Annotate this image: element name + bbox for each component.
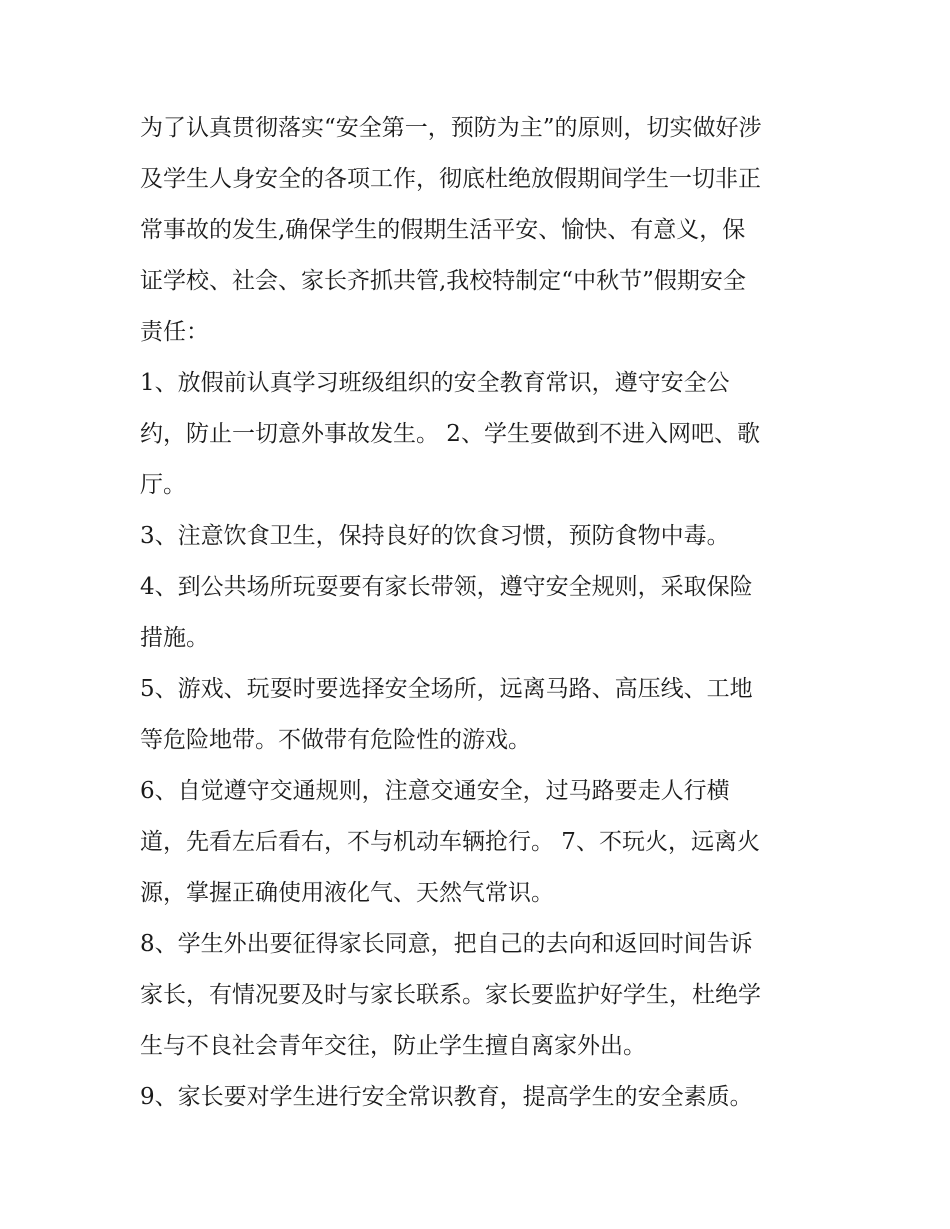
item-8-line-1: 8、学生外出要征得家长同意，把自己的去向和返回时间告诉	[140, 931, 753, 957]
item-1-line-1: 1、放假前认真学习班级组织的安全教育常识，遵守安全公	[140, 370, 730, 396]
item-6-line-2: 道，先看左后看右，不与机动车辆抢行。 7、不玩火，远离火	[140, 829, 760, 855]
item-3-line-1: 3、注意饮食卫生，保持良好的饮食习惯，预防食物中毒。	[140, 523, 730, 549]
item-8-line-2: 家长，有情况要及时与家长联系。家长要监护好学生，杜绝学	[140, 982, 761, 1008]
item-6-line-1: 6、自觉遵守交通规则，注意交通安全，过马路要走人行横	[140, 778, 730, 804]
intro-line-3: 常事故的发生,确保学生的假期生活平安、愉快、有意义，保	[140, 217, 746, 243]
item-2-line-2: 厅。	[140, 472, 186, 498]
intro-line-2: 及学生人身安全的各项工作，彻底杜绝放假期间学生一切非正	[140, 166, 761, 192]
item-9-line-1: 9、家长要对学生进行安全常识教育，提高学生的安全素质。	[140, 1084, 753, 1110]
item-1-line-2: 约，防止一切意外事故发生。 2、学生要做到不进入网吧、歌	[140, 421, 760, 447]
intro-line-1: 为了认真贯彻落实“安全第一，预防为主”的原则，切实做好涉	[140, 115, 762, 141]
document-body	[140, 103, 820, 1123]
item-4-line-1: 4、到公共场所玩耍要有家长带领，遵守安全规则，采取保险	[140, 574, 753, 600]
item-5-line-2: 等危险地带。不做带有危险性的游戏。	[140, 727, 531, 753]
item-8-line-3: 生与不良社会青年交往，防止学生擅自离家外出。	[140, 1033, 646, 1059]
item-4-line-2: 措施。	[140, 625, 209, 651]
item-5-line-1: 5、游戏、玩耍时要选择安全场所，远离马路、高压线、工地	[140, 676, 753, 702]
item-7-line-2: 源，掌握正确使用液化气、天然气常识。	[140, 880, 554, 906]
intro-line-4: 证学校、社会、家长齐抓共管,我校特制定“中秋节”假期安全	[140, 268, 746, 294]
intro-line-5: 责任：	[140, 319, 209, 345]
